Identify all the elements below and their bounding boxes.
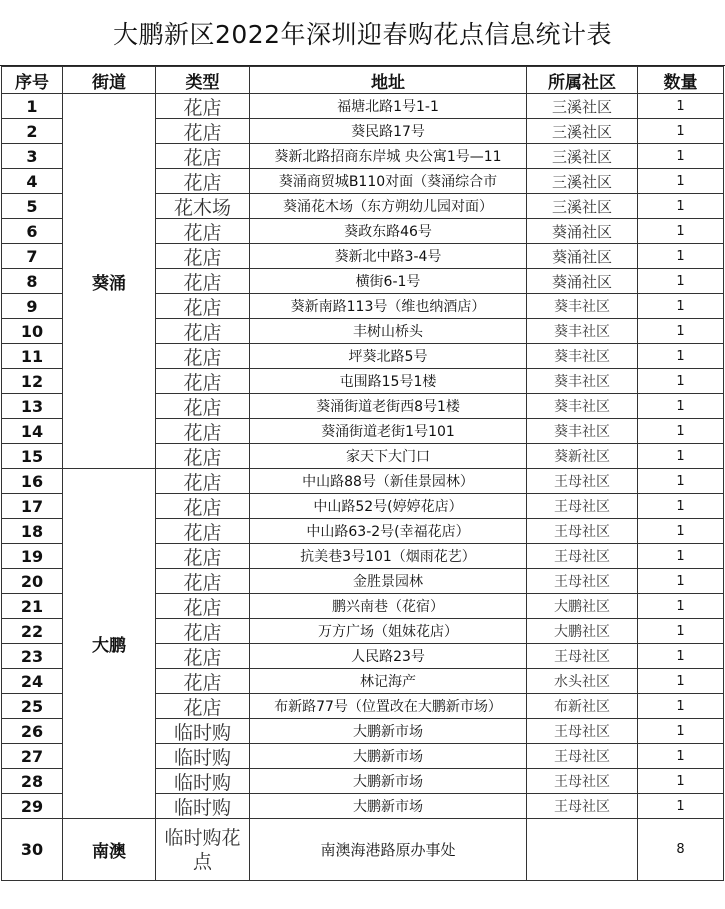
cell-address[interactable]: 人民路23号 — [250, 644, 527, 669]
cell-seq[interactable]: 16 — [2, 469, 63, 494]
cell-quantity[interactable]: 1 — [638, 794, 724, 819]
cell-address[interactable]: 中山路88号（新佳景园林） — [250, 469, 527, 494]
cell-type[interactable]: 花店 — [156, 544, 250, 569]
cell-community[interactable]: 王母社区 — [527, 794, 638, 819]
cell-quantity[interactable]: 8 — [638, 819, 724, 881]
cell-address[interactable]: 南澳海港路原办事处 — [250, 819, 527, 881]
cell-type[interactable]: 花店 — [156, 144, 250, 169]
cell-seq[interactable]: 9 — [2, 294, 63, 319]
cell-community[interactable]: 葵涌社区 — [527, 219, 638, 244]
cell-community[interactable]: 葵丰社区 — [527, 344, 638, 369]
cell-community[interactable]: 三溪社区 — [527, 144, 638, 169]
cell-type[interactable]: 临时购 — [156, 719, 250, 744]
cell-address[interactable]: 横街6-1号 — [250, 269, 527, 294]
header-quantity[interactable]: 数量 — [638, 67, 724, 94]
cell-seq[interactable]: 7 — [2, 244, 63, 269]
cell-address[interactable]: 大鹏新市场 — [250, 794, 527, 819]
cell-type[interactable]: 花店 — [156, 669, 250, 694]
cell-type[interactable]: 花店 — [156, 319, 250, 344]
cell-street-nanao[interactable]: 南澳 — [63, 819, 156, 881]
cell-seq[interactable]: 17 — [2, 494, 63, 519]
cell-type[interactable]: 花店 — [156, 394, 250, 419]
cell-type[interactable]: 花店 — [156, 244, 250, 269]
cell-quantity[interactable]: 1 — [638, 719, 724, 744]
cell-seq[interactable]: 6 — [2, 219, 63, 244]
cell-seq[interactable]: 27 — [2, 744, 63, 769]
cell-quantity[interactable]: 1 — [638, 319, 724, 344]
cell-quantity[interactable]: 1 — [638, 169, 724, 194]
cell-quantity[interactable]: 1 — [638, 744, 724, 769]
cell-seq[interactable]: 20 — [2, 569, 63, 594]
cell-seq[interactable]: 5 — [2, 194, 63, 219]
cell-quantity[interactable]: 1 — [638, 544, 724, 569]
cell-quantity[interactable]: 1 — [638, 469, 724, 494]
cell-quantity[interactable]: 1 — [638, 269, 724, 294]
cell-type[interactable]: 花店 — [156, 494, 250, 519]
cell-type[interactable]: 临时购花点 — [156, 819, 250, 881]
cell-address[interactable]: 丰树山桥头 — [250, 319, 527, 344]
cell-address[interactable]: 葵新南路113号（维也纳酒店） — [250, 294, 527, 319]
cell-type[interactable]: 花店 — [156, 344, 250, 369]
cell-seq[interactable]: 10 — [2, 319, 63, 344]
cell-seq[interactable]: 1 — [2, 94, 63, 119]
cell-community[interactable]: 大鹏社区 — [527, 594, 638, 619]
cell-type[interactable]: 临时购 — [156, 794, 250, 819]
cell-seq[interactable]: 23 — [2, 644, 63, 669]
cell-community[interactable]: 葵丰社区 — [527, 294, 638, 319]
cell-quantity[interactable]: 1 — [638, 394, 724, 419]
cell-address[interactable]: 葵涌花木场（东方朔幼儿园对面） — [250, 194, 527, 219]
cell-type[interactable]: 花店 — [156, 594, 250, 619]
cell-seq[interactable]: 4 — [2, 169, 63, 194]
cell-address[interactable]: 抗美巷3号101（烟雨花艺） — [250, 544, 527, 569]
cell-type[interactable]: 花店 — [156, 294, 250, 319]
cell-quantity[interactable]: 1 — [638, 769, 724, 794]
cell-community[interactable]: 三溪社区 — [527, 94, 638, 119]
cell-community[interactable]: 葵新社区 — [527, 444, 638, 469]
cell-address[interactable]: 大鹏新市场 — [250, 769, 527, 794]
cell-community[interactable]: 葵丰社区 — [527, 394, 638, 419]
cell-community[interactable]: 布新社区 — [527, 694, 638, 719]
cell-address[interactable]: 家天下大门口 — [250, 444, 527, 469]
cell-quantity[interactable]: 1 — [638, 594, 724, 619]
cell-seq[interactable]: 15 — [2, 444, 63, 469]
cell-type[interactable]: 花店 — [156, 219, 250, 244]
cell-community[interactable]: 王母社区 — [527, 744, 638, 769]
cell-type[interactable]: 花店 — [156, 169, 250, 194]
cell-seq[interactable]: 24 — [2, 669, 63, 694]
cell-quantity[interactable]: 1 — [638, 669, 724, 694]
cell-community[interactable]: 葵涌社区 — [527, 269, 638, 294]
cell-community[interactable]: 水头社区 — [527, 669, 638, 694]
header-address[interactable]: 地址 — [250, 67, 527, 94]
header-seq[interactable]: 序号 — [2, 67, 63, 94]
cell-community[interactable]: 王母社区 — [527, 644, 638, 669]
cell-type[interactable]: 临时购 — [156, 769, 250, 794]
cell-community[interactable]: 王母社区 — [527, 494, 638, 519]
cell-seq[interactable]: 13 — [2, 394, 63, 419]
cell-quantity[interactable]: 1 — [638, 419, 724, 444]
cell-type[interactable]: 花店 — [156, 94, 250, 119]
cell-community[interactable]: 葵丰社区 — [527, 419, 638, 444]
cell-address[interactable]: 中山路63-2号(幸福花店） — [250, 519, 527, 544]
cell-community[interactable]: 王母社区 — [527, 769, 638, 794]
cell-address[interactable]: 葵涌街道老街西8号1楼 — [250, 394, 527, 419]
cell-type[interactable]: 花店 — [156, 644, 250, 669]
cell-quantity[interactable]: 1 — [638, 494, 724, 519]
cell-seq[interactable]: 26 — [2, 719, 63, 744]
cell-type[interactable]: 临时购 — [156, 744, 250, 769]
cell-address[interactable]: 林记海产 — [250, 669, 527, 694]
cell-seq[interactable]: 29 — [2, 794, 63, 819]
cell-address[interactable]: 金胜景园林 — [250, 569, 527, 594]
cell-seq[interactable]: 11 — [2, 344, 63, 369]
cell-address[interactable]: 坪葵北路5号 — [250, 344, 527, 369]
cell-quantity[interactable]: 1 — [638, 94, 724, 119]
cell-quantity[interactable]: 1 — [638, 119, 724, 144]
cell-quantity[interactable]: 1 — [638, 644, 724, 669]
cell-type[interactable]: 花店 — [156, 569, 250, 594]
cell-type[interactable]: 花店 — [156, 119, 250, 144]
cell-quantity[interactable]: 1 — [638, 244, 724, 269]
table-row — [2, 94, 724, 119]
cell-community[interactable] — [527, 819, 638, 881]
cell-seq[interactable]: 3 — [2, 144, 63, 169]
cell-address[interactable]: 中山路52号(婷婷花店） — [250, 494, 527, 519]
sheet-title: 大鹏新区2022年深圳迎春购花点信息统计表 — [0, 0, 725, 66]
cell-community[interactable]: 葵丰社区 — [527, 319, 638, 344]
cell-community[interactable]: 三溪社区 — [527, 194, 638, 219]
cell-address[interactable]: 葵涌商贸城B110对面（葵涌综合市 — [250, 169, 527, 194]
cell-seq[interactable]: 25 — [2, 694, 63, 719]
cell-community[interactable]: 王母社区 — [527, 469, 638, 494]
cell-address[interactable]: 大鹏新市场 — [250, 744, 527, 769]
cell-community[interactable]: 葵涌社区 — [527, 244, 638, 269]
cell-address[interactable]: 葵涌街道老街1号101 — [250, 419, 527, 444]
cell-community[interactable]: 王母社区 — [527, 544, 638, 569]
cell-community[interactable]: 大鹏社区 — [527, 619, 638, 644]
cell-community[interactable]: 王母社区 — [527, 569, 638, 594]
cell-type[interactable]: 花店 — [156, 619, 250, 644]
cell-seq[interactable]: 2 — [2, 119, 63, 144]
header-type[interactable]: 类型 — [156, 67, 250, 94]
cell-seq[interactable]: 19 — [2, 544, 63, 569]
cell-quantity[interactable]: 1 — [638, 444, 724, 469]
cell-seq[interactable]: 14 — [2, 419, 63, 444]
cell-street-dapeng[interactable]: 大鹏 — [63, 469, 156, 819]
cell-address[interactable]: 葵新北中路3-4号 — [250, 244, 527, 269]
cell-address[interactable]: 福塘北路1号1-1 — [250, 94, 527, 119]
cell-type[interactable]: 花店 — [156, 269, 250, 294]
cell-address[interactable]: 葵民路17号 — [250, 119, 527, 144]
cell-quantity[interactable]: 1 — [638, 569, 724, 594]
cell-quantity[interactable]: 1 — [638, 694, 724, 719]
cell-quantity[interactable]: 1 — [638, 144, 724, 169]
cell-seq[interactable]: 30 — [2, 819, 63, 881]
cell-community[interactable]: 王母社区 — [527, 519, 638, 544]
cell-type[interactable]: 花店 — [156, 469, 250, 494]
cell-seq[interactable]: 18 — [2, 519, 63, 544]
table-row — [2, 819, 724, 881]
table-row — [2, 469, 724, 494]
header-row — [2, 67, 724, 94]
cell-quantity[interactable]: 1 — [638, 344, 724, 369]
cell-type[interactable]: 花店 — [156, 419, 250, 444]
cell-quantity[interactable]: 1 — [638, 294, 724, 319]
cell-address[interactable]: 大鹏新市场 — [250, 719, 527, 744]
cell-seq[interactable]: 12 — [2, 369, 63, 394]
cell-seq[interactable]: 22 — [2, 619, 63, 644]
cell-address[interactable]: 鹏兴南巷（花宿） — [250, 594, 527, 619]
cell-quantity[interactable]: 1 — [638, 219, 724, 244]
cell-seq[interactable]: 21 — [2, 594, 63, 619]
cell-type[interactable]: 花木场 — [156, 194, 250, 219]
cell-quantity[interactable]: 1 — [638, 519, 724, 544]
cell-community[interactable]: 葵丰社区 — [527, 369, 638, 394]
cell-seq[interactable]: 28 — [2, 769, 63, 794]
cell-address[interactable]: 万方广场（姐妹花店） — [250, 619, 527, 644]
cell-seq[interactable]: 8 — [2, 269, 63, 294]
cell-type[interactable]: 花店 — [156, 369, 250, 394]
cell-quantity[interactable]: 1 — [638, 619, 724, 644]
cell-community[interactable]: 三溪社区 — [527, 119, 638, 144]
cell-type[interactable]: 花店 — [156, 694, 250, 719]
cell-address[interactable]: 葵政东路46号 — [250, 219, 527, 244]
flower-points-table — [1, 66, 724, 881]
cell-community[interactable]: 王母社区 — [527, 719, 638, 744]
cell-quantity[interactable]: 1 — [638, 194, 724, 219]
cell-street-kuichong[interactable]: 葵涌 — [63, 94, 156, 469]
cell-address[interactable]: 葵新北路招商东岸城 央公寓1号—11 — [250, 144, 527, 169]
cell-type[interactable]: 花店 — [156, 519, 250, 544]
header-street[interactable]: 街道 — [63, 67, 156, 94]
cell-address[interactable]: 布新路77号（位置改在大鹏新市场） — [250, 694, 527, 719]
header-community[interactable]: 所属社区 — [527, 67, 638, 94]
cell-quantity[interactable]: 1 — [638, 369, 724, 394]
cell-address[interactable]: 屯围路15号1楼 — [250, 369, 527, 394]
cell-type[interactable]: 花店 — [156, 444, 250, 469]
cell-community[interactable]: 三溪社区 — [527, 169, 638, 194]
